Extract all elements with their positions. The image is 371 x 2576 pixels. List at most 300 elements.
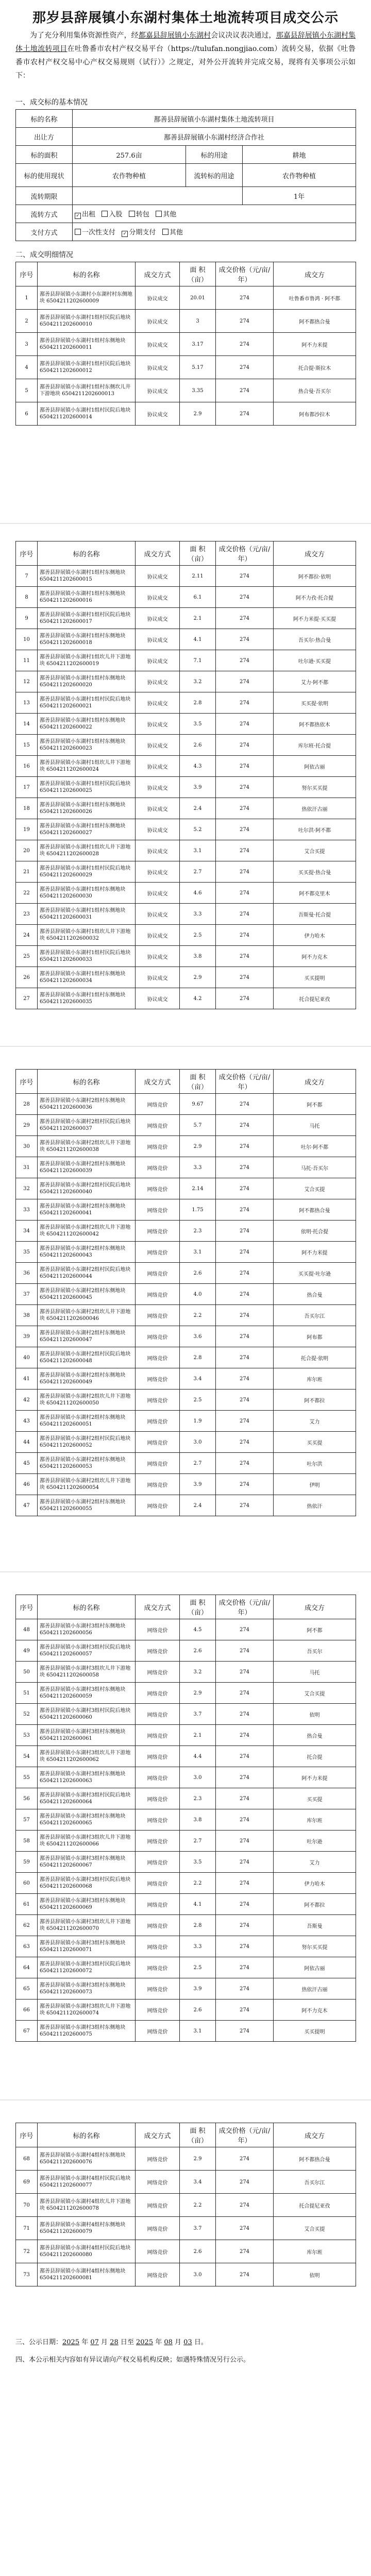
cell-buyer: 库尔班 [274,1368,356,1389]
cell-price: 274 [216,1999,274,2021]
table-row [16,714,356,735]
cell-location: 鄯善县辞展镇小东湖村4组村东侧地块 6504211202600079 [38,2217,136,2240]
cell-price: 274 [216,1136,274,1157]
cell-mode: 网络竞价 [136,1915,180,1936]
cell-location: 鄯善县辞展镇小东湖村1组村民院后地块 6504211202600010 [38,310,136,333]
cell-no: 40 [16,1347,38,1368]
cell-no: 16 [16,756,38,777]
publicity-dates: 三、公示日期：2025 年 07 月 28 日至 2025 年 08 月 03 日。 [15,2338,208,2346]
cell-no: 3 [16,333,38,356]
mode-options: ✓ 出租 入股 转包 其他 [73,205,356,223]
cell-location: 鄯善县辞展镇小东湖村2组村民院后地块 6504211202600044 [38,1263,136,1284]
cell-buyer: 吐尔逊·买买提 [274,650,356,671]
cell-mode: 协议成交 [136,714,180,735]
col-header-buyer: 成交方 [274,2123,356,2147]
cell-buyer: 伊力哈木 [274,1873,356,1894]
checkbox-icon [102,211,108,217]
table-row [16,1157,356,1178]
cell-location: 鄯善县辞展镇小东湖村1组村民院后地块 6504211202600025 [38,777,136,798]
cell-mode: 协议成交 [136,671,180,692]
table-row [16,356,356,379]
table-row [16,379,356,402]
cell-price: 274 [216,925,274,946]
cell-location: 鄯善县辞展镇小东湖村1组村东侧地块 6504211202600023 [38,735,136,756]
cell-mode: 网络竞价 [136,2240,180,2263]
cell-no: 15 [16,735,38,756]
info-value: 农作物种植 [243,164,356,187]
cell-no: 49 [16,1640,38,1662]
page-3 [0,1048,371,1564]
cell-no: 73 [16,2263,38,2286]
cell-area: 3.3 [180,904,216,925]
table-row [16,1221,356,1242]
cell-mode: 网络竞价 [136,1852,180,1873]
cell-no: 26 [16,967,38,988]
cell-location: 鄯善县辞展镇小东湖村1组村东侧地块 6504211202600011 [38,333,136,356]
cell-mode: 网络竞价 [136,1809,180,1831]
table-row [16,1178,356,1199]
table-row [16,967,356,988]
cell-mode: 网络竞价 [136,1999,180,2021]
cell-mode: 协议成交 [136,566,180,587]
cell-buyer: 伊力哈木 [274,925,356,946]
cell-location: 鄯善县辞展镇小东湖村1组村东侧地块 6504211202600018 [38,629,136,650]
cell-location: 鄯善县辞展镇小东湖村2组村东侧地块 6504211202600045 [38,1284,136,1305]
cell-location: 鄯善县辞展镇小东湖村3组村民院后地块 6504211202600072 [38,1957,136,1978]
cell-location: 鄯善县辞展镇小东湖村3组村东侧地块 6504211202600071 [38,1936,136,1957]
cell-buyer: 马托·吾买尔 [274,1157,356,1178]
table-row [16,1474,356,1495]
cell-price: 274 [216,379,274,402]
cell-area: 6.1 [180,587,216,608]
cell-buyer: 买买提 [274,1788,356,1809]
table-row [16,1662,356,1683]
cell-mode: 网络竞价 [136,1662,180,1683]
cell-area: 3.5 [180,1852,216,1873]
cell-mode: 网络竞价 [136,1411,180,1432]
cell-area: 3.4 [180,1368,216,1389]
col-header-no: 序号 [16,2123,38,2147]
cell-location: 鄯善县辞展镇小东湖村3组村东侧地块 6504211202600056 [38,1619,136,1640]
cell-buyer: 吐尔逊 [274,1831,356,1852]
cell-buyer: 依明 [274,1704,356,1725]
table-row [16,1094,356,1115]
cell-buyer: 托合提·斯拉木 [274,356,356,379]
cell-price: 274 [216,1936,274,1957]
cell-location: 鄯善县辞展镇小东湖村1组村东侧地块 6504211202600030 [38,883,136,904]
cell-mode: 协议成交 [136,735,180,756]
cell-area: 2.9 [180,1683,216,1704]
cell-buyer: 阿不力孜·托合提 [274,587,356,608]
cell-location: 鄯善县辞展镇小东湖村3组村东侧地块 6504211202600061 [38,1725,136,1746]
cell-price: 274 [216,1767,274,1788]
col-header-price: 成交价格（元/亩/年） [216,541,274,566]
table-row [16,1284,356,1305]
info-label: 标的面积 [16,146,73,164]
cell-buyer: 艾合买提 [274,1178,356,1199]
cell-location: 鄯善县辞展镇小东湖村1组村东侧地块 6504211202600026 [38,798,136,819]
cell-buyer: 阿不都热合曼 [274,1199,356,1221]
info-label: 标的用途 [186,146,243,164]
cell-no: 38 [16,1305,38,1326]
cell-price: 274 [216,1368,274,1389]
cell-mode: 网络竞价 [136,2194,180,2217]
col-header-mode: 成交方式 [136,1070,180,1094]
cell-area: 4.4 [180,1746,216,1767]
table-row [16,1831,356,1852]
info-value: 257.6亩 [73,146,186,164]
cell-area: 3.1 [180,840,216,861]
cell-no: 51 [16,1683,38,1704]
cell-price: 274 [216,310,274,333]
col-header-loc: 标的名称 [38,1595,136,1619]
table-row [16,1389,356,1411]
cell-location: 鄯善县辞展镇小东湖村3组坎儿井下游地块 6504211202600074 [38,1999,136,2021]
cell-no: 23 [16,904,38,925]
cell-buyer: 艾合买提 [274,2217,356,2240]
cell-price: 274 [216,2147,274,2171]
cell-area: 3.0 [180,2263,216,2286]
cell-buyer: 库尔班 [274,2240,356,2263]
cell-buyer: 托合提·依明 [274,1347,356,1368]
cell-location: 鄯善县辞展镇小东湖村1组村民院后地块 6504211202600021 [38,692,136,714]
cell-no: 72 [16,2240,38,2263]
cell-price: 274 [216,777,274,798]
cell-area: 4.1 [180,629,216,650]
cell-mode: 网络竞价 [136,1873,180,1894]
cell-buyer: 阿不力米提 [274,1767,356,1788]
col-header-price: 成交价格（元/亩/年） [216,262,274,286]
col-header-loc: 标的名称 [38,541,136,566]
cell-mode: 网络竞价 [136,1178,180,1199]
table-row [16,1242,356,1263]
table-row [16,1115,356,1136]
col-header-mode: 成交方式 [136,262,180,286]
cell-price: 274 [216,988,274,1009]
cell-no: 69 [16,2171,38,2194]
detail-table-4 [15,1595,356,2042]
cell-mode: 协议成交 [136,883,180,904]
checkbox-icon [75,229,81,235]
cell-price: 274 [216,1809,274,1831]
col-header-no: 序号 [16,1070,38,1094]
cell-mode: 协议成交 [136,798,180,819]
cell-buyer: 艾合买提 [274,840,356,861]
cell-no: 47 [16,1495,38,1516]
cell-area: 2.9 [180,2147,216,2171]
page-divider [0,1046,371,1047]
cell-location: 鄯善县辞展镇小东湖村1组村东侧坎儿井下游地块 6504211202600013 [38,379,136,402]
table-row [16,1936,356,1957]
cell-buyer: 吾买尔·热合曼 [274,629,356,650]
cell-price: 274 [216,1305,274,1326]
cell-location: 鄯善县辞展镇小东湖村1组坎儿井下游地块 6504211202600019 [38,650,136,671]
table-row [16,840,356,861]
cell-price: 274 [216,798,274,819]
cell-mode: 网络竞价 [136,2217,180,2240]
cell-area: 2.7 [180,1831,216,1852]
table-row [16,1873,356,1894]
cell-mode: 网络竞价 [136,1978,180,1999]
cell-buyer: 热合曼 [274,1725,356,1746]
table-row [16,692,356,714]
cell-mode: 网络竞价 [136,1453,180,1474]
cell-no: 60 [16,1873,38,1894]
page-1 [0,0,371,523]
cell-buyer: 热依汗 [274,1495,356,1516]
cell-location: 鄯善县辞展镇小东湖村3组村民院后地块 6504211202600064 [38,1788,136,1809]
cell-mode: 网络竞价 [136,1619,180,1640]
table-row [16,1852,356,1873]
cell-area: 4.2 [180,988,216,1009]
cell-no: 53 [16,1725,38,1746]
table-row [16,1305,356,1326]
cell-buyer: 吐鲁番市鲁鸿 · 阿不都 [274,286,356,310]
cell-area: 9.67 [180,1094,216,1115]
cell-price: 274 [216,1411,274,1432]
cell-price: 274 [216,1263,274,1284]
cell-mode: 协议成交 [136,904,180,925]
cell-no: 34 [16,1221,38,1242]
cell-mode: 协议成交 [136,310,180,333]
cell-area: 2.2 [180,1305,216,1326]
cell-price: 274 [216,1852,274,1873]
table-row [16,608,356,629]
cell-mode: 网络竞价 [136,1368,180,1389]
cell-buyer: 买买提明 [274,2021,356,2042]
cell-mode: 网络竞价 [136,1157,180,1178]
table-row [16,2171,356,2194]
table-row [16,925,356,946]
cell-no: 37 [16,1284,38,1305]
cell-mode: 协议成交 [136,777,180,798]
cell-buyer: 阿依古丽 [274,756,356,777]
cell-location: 鄯善县辞展镇小东湖村1组村民院后地块 6504211202600014 [38,402,136,426]
cell-mode: 网络竞价 [136,1221,180,1242]
detail-table-1 [15,262,356,426]
cell-mode: 网络竞价 [136,1640,180,1662]
table-row [16,1368,356,1389]
cell-area: 2.3 [180,1221,216,1242]
cell-area: 2.8 [180,692,216,714]
cell-price: 274 [216,1704,274,1725]
cell-no: 32 [16,1178,38,1199]
checkbox-icon: ✓ [122,231,128,237]
cell-buyer: 阿不都拉 [274,1389,356,1411]
col-header-loc: 标的名称 [38,1070,136,1094]
cell-area: 2.14 [180,1178,216,1199]
cell-buyer: 阿不都热依木 [274,714,356,735]
cell-no: 33 [16,1199,38,1221]
cell-price: 274 [216,861,274,883]
cell-location: 鄯善县辞展镇小东湖村2组村东侧地块 6504211202600047 [38,1326,136,1347]
cell-area: 3.2 [180,1662,216,1683]
cell-price: 274 [216,1894,274,1915]
table-row [16,861,356,883]
cell-price: 274 [216,608,274,629]
cell-area: 2.6 [180,735,216,756]
cell-no: 29 [16,1115,38,1136]
cell-price: 274 [216,1831,274,1852]
table-row [16,1411,356,1432]
cell-location: 鄯善县辞展镇小东湖村2组村民院后地块 6504211202600040 [38,1178,136,1199]
table-row [16,1136,356,1157]
pay-options: 一次性支付 ✓ 分期支付 其他 [73,223,356,241]
cell-location: 鄯善县辞展镇小东湖村1组村东侧地块 6504211202600022 [38,714,136,735]
cell-location: 鄯善县辞展镇小东湖村1组村民院后地块 6504211202600029 [38,861,136,883]
cell-location: 鄯善县辞展镇小东湖村1组村东侧地块 6504211202600020 [38,671,136,692]
cell-no: 6 [16,402,38,426]
cell-price: 274 [216,1746,274,1767]
cell-area: 2.6 [180,1263,216,1284]
section-heading-1: 一、成交标的基本情况 [15,98,88,107]
cell-buyer: 伊明 [274,1474,356,1495]
cell-price: 274 [216,1453,274,1474]
cell-area: 20.01 [180,286,216,310]
cell-no: 17 [16,777,38,798]
cell-area: 2.8 [180,1347,216,1368]
checkbox-icon: ✓ [75,213,81,219]
cell-price: 274 [216,2194,274,2217]
table-row [16,1495,356,1516]
cell-location: 鄯善县辞展镇小东湖村3组村东侧地块 6504211202600067 [38,1852,136,1873]
table-row [16,1957,356,1978]
cell-area: 3.35 [180,379,216,402]
cell-no: 18 [16,798,38,819]
cell-mode: 网络竞价 [136,1326,180,1347]
cell-mode: 协议成交 [136,379,180,402]
cell-location: 鄯善县辞展镇小东湖村2组村民院后地块 6504211202600048 [38,1347,136,1368]
cell-buyer: 托合提尼亚孜 [274,988,356,1009]
cell-buyer: 吐尔洪·阿不都 [274,819,356,840]
cell-location: 鄯善县辞展镇小东湖村3组村东侧地块 6504211202600069 [38,1894,136,1915]
cell-location: 鄯善县辞展镇小东湖村1组村东侧地块 6504211202600016 [38,587,136,608]
table-row [16,1453,356,1474]
cell-location: 鄯善县辞展镇小东湖村2组坎儿井下游地块 6504211202600042 [38,1221,136,1242]
cell-mode: 网络竞价 [136,1725,180,1746]
table-row [16,1199,356,1221]
cell-location: 鄯善县辞展镇小东湖村3组村东侧地块 6504211202600063 [38,1767,136,1788]
cell-area: 2.4 [180,798,216,819]
cell-price: 274 [216,1284,274,1305]
cell-buyer: 吾买尔 [274,1640,356,1662]
table-row [16,2147,356,2171]
cell-price: 274 [216,1389,274,1411]
table-row [16,1894,356,1915]
cell-price: 274 [216,566,274,587]
cell-mode: 网络竞价 [136,1683,180,1704]
table-row [16,946,356,967]
col-header-no: 序号 [16,541,38,566]
cell-location: 鄯善县辞展镇小东湖村2组村东侧地块 6504211202600041 [38,1199,136,1221]
cell-mode: 协议成交 [136,286,180,310]
cell-area: 3.7 [180,1704,216,1725]
cell-area: 4.5 [180,1619,216,1640]
info-label: 标的名称 [16,110,73,128]
cell-price: 274 [216,967,274,988]
table-row [16,1788,356,1809]
cell-price: 274 [216,1640,274,1662]
cell-mode: 网络竞价 [136,1432,180,1453]
cell-no: 36 [16,1263,38,1284]
cell-location: 鄯善县辞展镇小东湖村2组村东侧地块 6504211202600055 [38,1495,136,1516]
cell-mode: 网络竞价 [136,2021,180,2042]
cell-location: 鄯善县辞展镇小东湖村1组坎儿井下游地块 6504211202600024 [38,756,136,777]
cell-location: 鄯善县辞展镇小东湖村4组村民院后地块 6504211202600077 [38,2171,136,2194]
info-value: 鄯善县辞展镇小东湖村经济合作社 [73,128,356,146]
table-row [16,1725,356,1746]
cell-buyer: 吐尔·阿不都 [274,1136,356,1157]
table-row [16,671,356,692]
cell-no: 41 [16,1368,38,1389]
cell-buyer: 买买提·依明 [274,692,356,714]
cell-location: 鄯善县辞展镇小东湖村3组村民院后地块 6504211202600057 [38,1640,136,1662]
cell-area: 3.2 [180,671,216,692]
cell-location: 鄯善县辞展镇小东湖村3组村东侧地块 6504211202600073 [38,1978,136,1999]
cell-area: 2.6 [180,2240,216,2263]
cell-no: 52 [16,1704,38,1725]
table-row [16,587,356,608]
col-header-no: 序号 [16,1595,38,1619]
info-value: 1年 [243,187,356,205]
cell-location: 鄯善县辞展镇小东湖村1组村东侧地块 6504211202600015 [38,566,136,587]
cell-no: 7 [16,566,38,587]
cell-buyer: 库尔班 [274,1809,356,1831]
cell-buyer: 艾力 [274,1852,356,1873]
cell-location: 鄯善县辞展镇小东湖村2组坎儿井下游地块 6504211202600050 [38,1389,136,1411]
cell-location: 鄯善县辞展镇小东湖村3组村民院后地块 6504211202600060 [38,1704,136,1725]
cell-location: 鄯善县辞展镇小东湖村3组村东侧地块 6504211202600065 [38,1809,136,1831]
cell-price: 274 [216,735,274,756]
cell-buyer: 吾斯曼·托合提 [274,904,356,925]
col-header-area: 面 积（亩） [180,541,216,566]
table-row [16,1978,356,1999]
page-divider [0,2099,371,2100]
cell-area: 3 [180,310,216,333]
section-heading-2: 二、成交明细情况 [15,251,73,259]
cell-price: 274 [216,904,274,925]
cell-no: 24 [16,925,38,946]
cell-price: 274 [216,1619,274,1640]
cell-area: 3.6 [180,1326,216,1347]
cell-price: 274 [216,333,274,356]
table-row [16,2021,356,2042]
cell-no: 55 [16,1767,38,1788]
cell-location: 鄯善县辞展镇小东湖村2组村东侧地块 6504211202600043 [38,1242,136,1263]
cell-mode: 协议成交 [136,988,180,1009]
col-header-area: 面 积（亩） [180,262,216,286]
cell-buyer: 热合曼 [274,1284,356,1305]
checkbox-icon [156,211,162,217]
cell-buyer: 阿依古丽 [274,1957,356,1978]
cell-area: 3.0 [180,1767,216,1788]
cell-mode: 网络竞价 [136,1788,180,1809]
cell-area: 3.0 [180,1432,216,1453]
cell-price: 274 [216,1115,274,1136]
cell-price: 274 [216,1474,274,1495]
cell-no: 25 [16,946,38,967]
cell-area: 4.3 [180,756,216,777]
cell-no: 27 [16,988,38,1009]
cell-price: 274 [216,1094,274,1115]
cell-no: 45 [16,1453,38,1474]
cell-location: 鄯善县辞展镇小东湖村3组坎儿井下游地块 6504211202600070 [38,1915,136,1936]
table-row [16,1347,356,1368]
cell-area: 4.1 [180,1894,216,1915]
cell-no: 39 [16,1326,38,1347]
table-row [16,1263,356,1284]
cell-mode: 协议成交 [136,402,180,426]
